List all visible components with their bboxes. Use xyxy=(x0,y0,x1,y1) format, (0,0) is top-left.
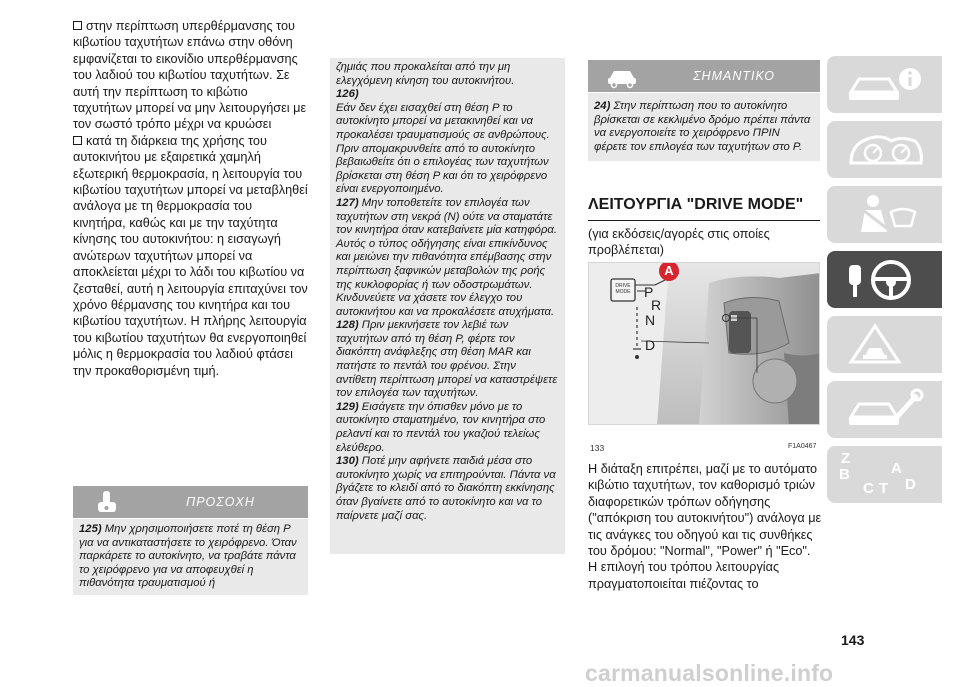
tab-emergency[interactable] xyxy=(827,316,942,373)
drive-mode-label-2: MODE xyxy=(615,289,631,295)
warning-header xyxy=(73,486,308,518)
index-letter: T xyxy=(879,480,889,497)
note-text: Στην περίπτωση που το αυτοκίνητο βρίσκεται σε κεκλιμένο δρόμο πρέπει πάντα να ενεργοποιείτε το χειρόφρενο ΠΡΙΝ φέρετε τον επιλογέα των ταχυτήτων στο P. xyxy=(594,100,811,153)
warning-item xyxy=(336,455,559,523)
gear-n: N xyxy=(645,312,656,328)
alphabet-index-icon xyxy=(839,450,919,500)
warning-number: 125) xyxy=(79,523,102,535)
note-header xyxy=(588,60,820,92)
warning-text: Μην χρησιμοποιήσετε ποτέ τη θέση P για να αντικαταστήσετε το χειρόφρενο. Όταν παρκάρετε το αυτοκίνητο, να τραβάτε πάντα το χειρόφρενο για να αποφευχθεί η πιθανότητα τραυματισμού ή xyxy=(79,523,297,590)
warning-item xyxy=(336,401,559,455)
warning-item-number: 127) xyxy=(336,196,359,209)
warning-item-number: 126) xyxy=(336,88,359,101)
bullet-item xyxy=(73,133,308,379)
chapter-tabs xyxy=(827,56,942,511)
warning-triangle-car-icon xyxy=(845,322,925,367)
warning-continuation-box xyxy=(330,58,565,554)
dashboard-gauges-icon xyxy=(845,127,925,172)
column-1 xyxy=(73,18,308,379)
callout-a-badge xyxy=(659,262,679,281)
warning-content xyxy=(73,519,308,595)
tab-maintenance[interactable] xyxy=(827,381,942,438)
warning-item xyxy=(336,319,559,401)
figure-number: 133 xyxy=(590,443,605,453)
warning-item-number: 128) xyxy=(336,319,359,332)
car-lift-icon xyxy=(602,62,642,90)
steering-wheel-key-icon xyxy=(845,257,925,302)
warning-item-text: Εισάγετε την όπισθεν μόνο με το αυτοκίνητο σταματημένο, τον κινητήρα στο ρελαντί και το πεντάλ του γκαζιού τελείως ελεύθερο. xyxy=(336,400,546,454)
index-letter: C xyxy=(863,480,874,497)
section-paragraph: Η διάταξη επιτρέπει, μαζί με το αυτόματο κιβώτιο ταχυτήτων, τον καθορισμό τριών διαφορετικών τρόπων οδήγησης ("απόκριση του αυτοκινήτου") ανάλογα με τις ανάγκες του οδηγού και τις συνθήκες του δρόμου: "Normal", "Power" ή "Eco". Η επιλογή του τρόπου λειτουργίας πραγματοποιείται πιέζοντας το xyxy=(588,462,822,591)
index-letter: B xyxy=(839,466,850,483)
index-letter: D xyxy=(905,476,916,493)
warning-item-number: 130) xyxy=(336,455,359,468)
warning-hand-icon xyxy=(87,488,127,516)
section-heading: ΛΕΙΤΟΥΡΓΙΑ "DRIVE MODE" xyxy=(588,196,804,213)
warning-item-number: 129) xyxy=(336,400,359,413)
tab-car-info[interactable] xyxy=(827,56,942,113)
tab-safety[interactable] xyxy=(827,186,942,243)
figure-code: F1A0467 xyxy=(788,443,817,450)
page-number: 143 xyxy=(841,632,865,648)
seatbelt-safety-icon xyxy=(845,192,925,237)
drive-mode-button xyxy=(611,280,635,300)
index-letter: A xyxy=(891,460,902,477)
index-letter: Z xyxy=(841,450,851,467)
callout-a-label: A xyxy=(664,263,674,278)
drive-mode-figure xyxy=(588,262,820,425)
footer-watermark: carmanualsonline.info xyxy=(585,660,834,686)
warning-item-text: Μην τοποθετείτε τον επιλογέα των ταχυτήτων στη νεκρά (N) ούτε να σταματάτε τον κινητήρα όταν κατεβαίνετε μία κατηφόρα. Αυτός ο τύπος οδήγησης είναι επικίνδυνος και μειώνει την πιθανότητα επέμβασης στην περίπτωση ξαφνικών μεταβολών της ροής της κυκλοφορίας ή των οδοστρωμάτων. Κινδυνεύετε να χάσετε τον έλεγχο του αυτοκινήτου και να προκαλέσετε ατυχήματα. xyxy=(336,196,558,318)
warning-item-text: Ποτέ μην αφήνετε παιδιά μέσα στο αυτοκίνητο χωρίς να επιτηρούνται. Πάντα να βγάζετε το κλειδί από το διακόπτη εκκίνησης όταν βγαίνετε από το αυτοκίνητο και να το παίρνετε μαζί σας. xyxy=(336,455,556,522)
warning-title: ΠΡΟΣΟΧΗ xyxy=(186,495,255,509)
warning-continuation xyxy=(330,58,565,523)
tab-dashboard[interactable] xyxy=(827,121,942,178)
note-content xyxy=(588,93,820,154)
tab-index[interactable] xyxy=(827,446,942,503)
bullet-text: κατά τη διάρκεια της χρήσης του αυτοκινήτου με εξαιρετικά χαμηλή εξωτερική θερμοκρασία, η λειτουργία του κιβωτίου ταχυτήτων μπορεί να μεταβληθεί ανάλογα με τη θερμοκρασία του κινητήρα, καθώς και με την ταχύτητα κίνησης του αυτοκινήτου: η εισαγωγή ανώτερων ταχυτήτων μπορεί να αποκλείεται μέχρι το λάδι του κιβωτίου να ζεσταθεί, αυτή η λειτουργία επιταχύνει τον χρόνο θέρμανσης του κινητήρα και του κιβωτίου ταχυτήτων. Η πλήρης λειτουργία του κιβωτίου ταχυτήτων θα ενεργοποιηθεί μόλις η θερμοκρασία του λαδιού φτάσει την προκαθορισμένη τιμή. xyxy=(73,133,308,378)
warning-box xyxy=(73,519,308,595)
gear-d: D xyxy=(645,337,656,353)
note-title: ΣΗΜΑΝΤΙΚΟ xyxy=(693,69,775,83)
drive-mode-label-1: DRIVE xyxy=(615,283,631,289)
warning-item xyxy=(336,197,559,319)
car-info-icon xyxy=(845,62,925,107)
wrench-car-icon xyxy=(845,387,925,432)
bullet-item xyxy=(73,18,308,133)
heading-underline xyxy=(588,220,820,221)
gear-p: P xyxy=(644,284,654,300)
note-box xyxy=(588,93,820,161)
warning-item-text: Πριν μεκινήσετε τον λεβιέ των ταχυτήτων από τη θέση P, φέρτε τον διακόπτη ανάφλεξης στη θέση MAR και πατήστε το πεντάλ του φρένου. Στην αντίθετη περίπτωση μπορεί να καταστρέψετε τον επιλογέα των ταχυτήτων. xyxy=(336,319,558,400)
bullet-text: στην περίπτωση υπερθέρμανσης του κιβωτίου ταχυτήτων επάνω στην οθόνη εμφανίζεται το εικονίδιο υπερθέρμανσης του λαδιού του κιβωτίου ταχυτήτων. Σε αυτή την περίπτωση το κιβώτιο ταχυτήτων μπορεί να μην λειτουργήσει με τον σωστό τρόπο μέχρι να κρυώσει xyxy=(73,19,307,132)
tab-driving[interactable] xyxy=(827,251,942,308)
warning-item xyxy=(336,88,559,197)
section-intro: (για εκδόσεις/αγορές στις οποίες προβλέπεται) xyxy=(588,227,770,258)
gear-r: R xyxy=(651,297,662,313)
warning-lead-text: ζημιάς που προκαλείται από την μη ελεγχόμενη κίνηση του αυτοκινήτου. xyxy=(336,61,515,87)
note-number: 24) xyxy=(594,100,611,112)
warning-item-text: Εάν δεν έχει εισαχθεί στη θέση P το αυτοκίνητο μπορεί να μετακινηθεί και να προκαλέσει τραυματισμούς σε ανθρώπους. Πριν απομακρυνθείτε από το αυτοκίνητο βεβαιωθείτε ότι ο επιλογέας των ταχυτήτων βρίσκεται στη θέση P και ότι το χειρόφρενο είναι ενεργοποιημένο. xyxy=(336,101,550,196)
